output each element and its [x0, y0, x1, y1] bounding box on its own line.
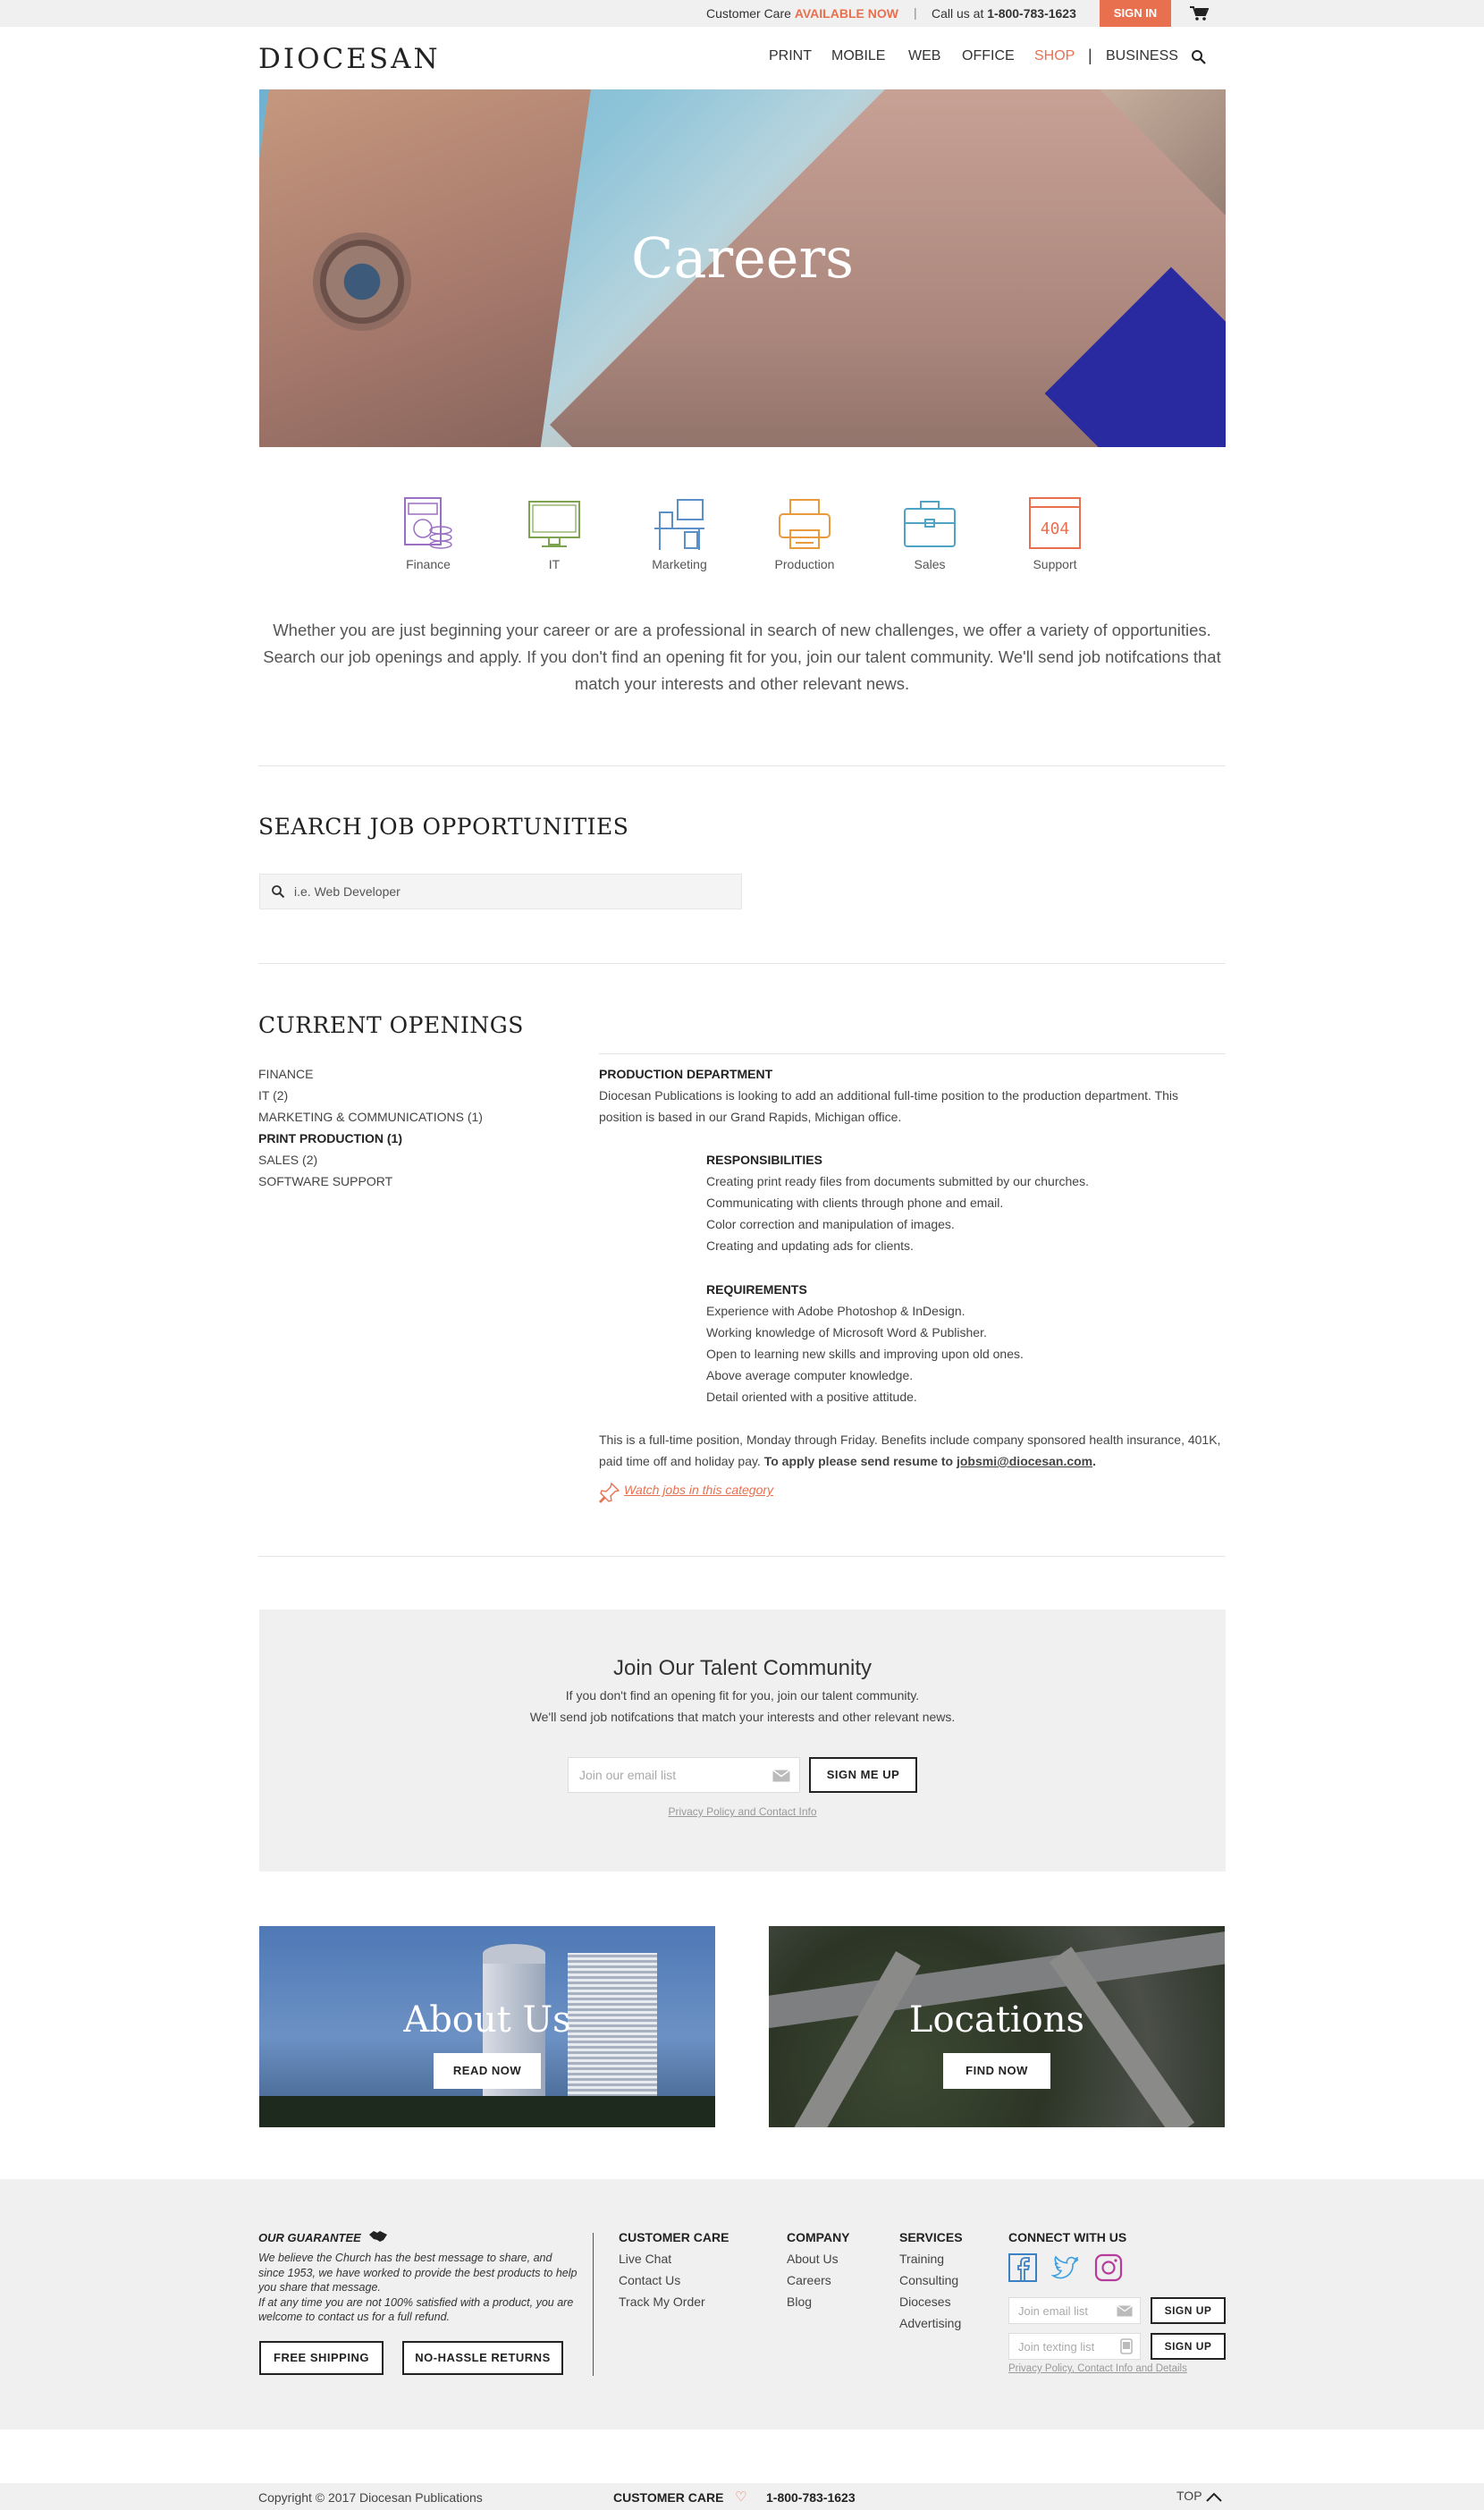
locations-title: Locations — [908, 1999, 1085, 2041]
nav-shop[interactable]: SHOP — [1034, 48, 1075, 63]
phone-number[interactable]: 1-800-783-1623 — [987, 6, 1076, 21]
job-footer-text: This is a full-time position, Monday through Friday. Benefits include company sponsored health insurance, 401K, paid time off and holiday pay. To apply please send resume to jobsmi@diocesan.com. — [599, 1432, 1221, 1468]
nav-web[interactable]: WEB — [908, 48, 941, 63]
footer-divider — [593, 2233, 594, 2376]
responsibilities-title: RESPONSIBILITIES — [706, 1153, 822, 1167]
requirements-list — [706, 1279, 1024, 1407]
talent-community-panel — [259, 1610, 1226, 1872]
opening-category-software-support[interactable]: SOFTWARE SUPPORT — [258, 1174, 393, 1188]
footer-link-contact-us[interactable]: Contact Us — [619, 2273, 681, 2287]
footer-link-dioceses[interactable]: Dioceses — [899, 2294, 951, 2309]
customer-care-status: Customer Care AVAILABLE NOW — [706, 6, 898, 21]
job-search-input[interactable] — [294, 875, 723, 909]
locations-promo[interactable] — [769, 1926, 1225, 2127]
footer-email-field[interactable] — [1008, 2297, 1141, 2324]
opening-category-it[interactable]: IT (2) — [258, 1088, 289, 1103]
find-now-button[interactable]: FIND NOW — [943, 2053, 1050, 2089]
opening-category-sales[interactable]: SALES (2) — [258, 1153, 318, 1167]
top-bar — [0, 0, 1484, 27]
bottom-customer-care: CUSTOMER CARE — [613, 2490, 724, 2505]
topbar-separator: | — [914, 5, 917, 20]
guarantee-text: We believe the Church has the best message to share, and since 1953, we have worked to provide the best products to help you share that message. If at any time you are not 100% satisfied with a product, you are welcome to contact us for a full refund. — [258, 2252, 578, 2323]
footer-col-title: COMPANY — [787, 2230, 850, 2244]
category-label: Sales — [914, 557, 946, 571]
job-search-box[interactable] — [259, 874, 742, 909]
list-item: Experience with Adobe Photoshop & InDesign. — [706, 1304, 965, 1318]
error-404-icon — [1028, 496, 1082, 552]
search-heading: SEARCH JOB OPPORTUNITIES — [258, 814, 629, 840]
watch-pin-icon — [599, 1482, 620, 1503]
footer-link-live-chat[interactable]: Live Chat — [619, 2252, 672, 2266]
category-label: Production — [774, 557, 835, 571]
bottom-bar — [0, 2483, 1484, 2510]
printer-icon — [778, 496, 831, 552]
opening-category-marketing[interactable]: MARKETING & COMMUNICATIONS (1) — [258, 1110, 483, 1124]
apply-email-link[interactable]: jobsmi@diocesan.com — [956, 1454, 1093, 1468]
chevron-up-icon — [1205, 2491, 1223, 2502]
nav-print[interactable]: PRINT — [769, 48, 812, 63]
free-shipping-button[interactable]: FREE SHIPPING — [259, 2341, 384, 2375]
handshake-icon — [368, 2228, 388, 2243]
category-it[interactable] — [519, 496, 590, 571]
talent-line-2: We'll send job notifcations that match your interests and other relevant news. — [529, 1710, 956, 1724]
about-us-promo[interactable] — [259, 1926, 715, 2127]
connect-title: CONNECT WITH US — [1008, 2230, 1127, 2244]
read-now-button[interactable]: READ NOW — [434, 2053, 541, 2089]
footer-col-title: SERVICES — [899, 2230, 963, 2244]
opening-category-print-production[interactable]: PRINT PRODUCTION (1) — [258, 1131, 402, 1145]
footer-email-input[interactable] — [1009, 2298, 1108, 2323]
site-footer — [0, 2179, 1484, 2430]
instagram-icon[interactable] — [1094, 2253, 1123, 2282]
guarantee-title: OUR GUARANTEE — [258, 2231, 361, 2244]
search-icon — [271, 884, 285, 899]
divider — [258, 765, 1226, 766]
category-finance[interactable] — [392, 496, 464, 571]
briefcase-icon — [903, 496, 957, 552]
hero-title: Careers — [631, 225, 854, 291]
nav-business[interactable]: BUSINESS — [1106, 48, 1178, 63]
divider — [599, 1053, 1226, 1054]
cart-icon[interactable] — [1189, 5, 1209, 21]
footer-link-advertising[interactable]: Advertising — [899, 2316, 962, 2330]
sign-in-button[interactable]: SIGN IN — [1100, 0, 1171, 27]
facebook-icon[interactable] — [1008, 2253, 1037, 2282]
talent-title: Join Our Talent Community — [612, 1656, 872, 1680]
back-to-top-link[interactable]: TOP — [1176, 2489, 1223, 2503]
category-label: Support — [1033, 557, 1077, 571]
hero-banner — [259, 89, 1226, 447]
divider — [258, 963, 1226, 964]
list-item: Detail oriented with a positive attitude. — [706, 1390, 917, 1404]
footer-link-track-order[interactable]: Track My Order — [619, 2294, 705, 2309]
responsibilities-list — [706, 1149, 1089, 1256]
list-item: Working knowledge of Microsoft Word & Publisher. — [706, 1325, 987, 1340]
mail-icon — [772, 1770, 790, 1782]
availability-status: AVAILABLE NOW — [794, 6, 898, 21]
nav-mobile[interactable]: MOBILE — [831, 48, 886, 63]
footer-link-consulting[interactable]: Consulting — [899, 2273, 959, 2287]
no-hassle-returns-button[interactable]: NO-HASSLE RETURNS — [402, 2341, 563, 2375]
footer-link-about-us[interactable]: About Us — [787, 2252, 839, 2266]
list-item: Creating and updating ads for clients. — [706, 1238, 914, 1253]
text-sign-up-button[interactable]: SIGN UP — [1151, 2333, 1226, 2360]
category-support[interactable] — [1019, 496, 1091, 571]
list-item: Creating print ready files from documents submitted by our churches. — [706, 1174, 1089, 1188]
footer-col-title: CUSTOMER CARE — [619, 2230, 729, 2244]
list-item: Color correction and manipulation of images. — [706, 1217, 955, 1231]
list-item: Open to learning new skills and improving upon old ones. — [706, 1347, 1024, 1361]
bottom-phone[interactable]: 1-800-783-1623 — [766, 2490, 856, 2505]
footer-link-careers[interactable]: Careers — [787, 2273, 831, 2287]
about-us-title: About Us — [403, 1999, 571, 2041]
careers-intro: Whether you are just beginning your career or are a professional in search of new challenges, we offer a variety of opportunities. Search our job openings and apply. If you don't find an opening fit for you, join our talent community. We'll send job notifcations that match your interests and other relevant news. — [263, 621, 1221, 693]
site-logo[interactable]: DIOCESAN — [258, 43, 441, 75]
job-title: PRODUCTION DEPARTMENT — [599, 1067, 773, 1081]
list-item: Communicating with clients through phone and email. — [706, 1196, 1004, 1210]
divider — [258, 1556, 1226, 1557]
job-description: Diocesan Publications is looking to add an additional full-time position to the production department. This position is based in our Grand Rapids, Michigan office. — [599, 1088, 1179, 1124]
openings-heading: CURRENT OPENINGS — [258, 1012, 524, 1038]
category-label: Marketing — [652, 557, 707, 571]
footer-text-field[interactable] — [1008, 2333, 1141, 2360]
category-label: IT — [548, 557, 561, 571]
nav-office[interactable]: OFFICE — [962, 48, 1015, 63]
category-label: Finance — [406, 557, 451, 571]
phone-icon — [1120, 2338, 1133, 2354]
watch-jobs-link[interactable]: Watch jobs in this category — [624, 1483, 774, 1497]
email-sign-up-button[interactable]: SIGN UP — [1151, 2297, 1226, 2324]
copyright: Copyright © 2017 Diocesan Publications — [258, 2490, 483, 2505]
requirements-title: REQUIREMENTS — [706, 1282, 807, 1297]
nav-separator: | — [1088, 46, 1092, 64]
opening-category-finance[interactable]: FINANCE — [258, 1067, 314, 1081]
talent-email-input[interactable] — [569, 1758, 756, 1792]
category-marketing[interactable] — [644, 496, 715, 571]
mail-icon — [1117, 2305, 1133, 2317]
search-icon[interactable] — [1191, 49, 1207, 65]
error-404-text: 404 — [1040, 520, 1070, 538]
call-us[interactable]: Call us at 1-800-783-1623 — [932, 6, 1076, 21]
category-production[interactable] — [769, 496, 840, 571]
finance-icon — [401, 496, 455, 552]
desk-icon — [653, 496, 706, 552]
list-item: Above average computer knowledge. — [706, 1368, 914, 1382]
promo-trees — [259, 2096, 715, 2127]
heart-icon: ♡ — [735, 2489, 747, 2505]
talent-privacy-link[interactable]: Privacy Policy and Contact Info — [668, 1805, 817, 1818]
footer-privacy-link[interactable]: Privacy Policy, Contact Info and Details — [1008, 2363, 1187, 2374]
footer-link-training[interactable]: Training — [899, 2252, 945, 2266]
twitter-icon[interactable] — [1051, 2253, 1080, 2282]
talent-email-field[interactable] — [568, 1757, 800, 1793]
sign-me-up-button[interactable]: SIGN ME UP — [809, 1757, 917, 1793]
footer-text-input[interactable] — [1009, 2334, 1108, 2359]
category-sales[interactable] — [894, 496, 965, 571]
promo-tower-crown — [483, 1944, 545, 1964]
talent-line-1: If you don't find an opening fit for you, join our talent community. — [565, 1688, 920, 1703]
footer-link-blog[interactable]: Blog — [787, 2294, 813, 2309]
monitor-icon — [527, 496, 581, 552]
apply-text: To apply please send resume to — [763, 1454, 954, 1468]
